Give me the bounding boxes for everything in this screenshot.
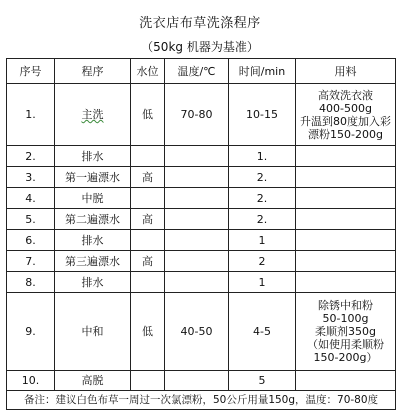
row-time: 2. — [229, 209, 296, 230]
row-materials — [296, 272, 396, 293]
material-line: 400-500g — [319, 101, 372, 115]
header-time: 时间/min — [229, 59, 296, 84]
washing-procedure-table — [6, 58, 396, 410]
row-temperature — [165, 209, 229, 230]
row-procedure: 第三遍漂水 — [55, 251, 131, 272]
row-water-level: 高 — [131, 167, 165, 188]
row-materials — [296, 146, 396, 167]
row-number: 5. — [7, 209, 55, 230]
material-line: 除锈中和粉 — [318, 299, 373, 312]
document-title: 洗衣店布草洗涤程序 — [139, 16, 261, 31]
table-header-row — [7, 59, 396, 84]
row-materials — [296, 230, 396, 251]
row-number: 7. — [7, 251, 55, 272]
row-water-level — [131, 371, 165, 391]
row-procedure: 排水 — [55, 272, 131, 293]
row-materials — [296, 209, 396, 230]
table-row — [7, 188, 396, 209]
table-row — [7, 293, 396, 371]
header-procedure: 程序 — [55, 59, 131, 84]
row-temperature — [165, 167, 229, 188]
row-water-level: 低 — [131, 84, 165, 146]
row-materials — [296, 84, 396, 146]
row-number: 4. — [7, 188, 55, 209]
row-water-level: 高 — [131, 251, 165, 272]
row-number: 9. — [7, 293, 55, 371]
table-row — [7, 230, 396, 251]
material-line: 柔顺剂350g — [315, 325, 376, 338]
row-materials — [296, 293, 396, 371]
row-materials — [296, 167, 396, 188]
row-procedure: 排水 — [55, 230, 131, 251]
row-time: 10-15 — [229, 84, 296, 146]
table-row — [7, 167, 396, 188]
row-time: 5 — [229, 371, 296, 391]
row-materials — [296, 371, 396, 391]
row-water-level — [131, 230, 165, 251]
header-no: 序号 — [7, 59, 55, 84]
note-row — [7, 391, 396, 410]
row-temperature: 70-80 — [165, 84, 229, 146]
row-temperature — [165, 188, 229, 209]
row-water-level: 高 — [131, 209, 165, 230]
header-materials: 用料 — [296, 59, 396, 84]
row-procedure — [55, 84, 131, 146]
document-subtitle: （50kg 机器为基准） — [141, 40, 259, 54]
row-temperature — [165, 146, 229, 167]
table-row — [7, 251, 396, 272]
row-time: 2. — [229, 188, 296, 209]
material-line: （如使用柔顺粉 — [307, 338, 384, 351]
row-time: 4-5 — [229, 293, 296, 371]
material-line: 漂粉150-200g — [308, 127, 383, 141]
row-temperature — [165, 371, 229, 391]
row-procedure: 排水 — [55, 146, 131, 167]
row-temperature — [165, 272, 229, 293]
row-number: 6. — [7, 230, 55, 251]
row-materials — [296, 251, 396, 272]
row-temperature — [165, 251, 229, 272]
table-row — [7, 84, 396, 146]
procedure-text: 主洗 — [81, 108, 104, 121]
row-number: 3. — [7, 167, 55, 188]
row-procedure: 第一遍漂水 — [55, 167, 131, 188]
row-materials — [296, 188, 396, 209]
row-time: 1 — [229, 272, 296, 293]
row-number: 1. — [7, 84, 55, 146]
table-note: 备注：建议白色布草一周过一次氯漂粉，50公斤用量150g，温度：70-80度 — [7, 391, 396, 410]
material-line: 升温到80度加入彩 — [300, 114, 391, 128]
row-procedure: 中和 — [55, 293, 131, 371]
row-procedure: 高脱 — [55, 371, 131, 391]
row-number: 8. — [7, 272, 55, 293]
row-time: 1 — [229, 230, 296, 251]
row-temperature — [165, 230, 229, 251]
row-water-level: 低 — [131, 293, 165, 371]
row-number: 10. — [7, 371, 55, 391]
table-row — [7, 272, 396, 293]
row-time: 1. — [229, 146, 296, 167]
table-row — [7, 146, 396, 167]
material-line: 高效洗衣液 — [318, 88, 373, 102]
row-procedure: 第二遍漂水 — [55, 209, 131, 230]
material-line: 50-100g — [322, 312, 369, 325]
header-water-level: 水位 — [131, 59, 165, 84]
row-water-level — [131, 188, 165, 209]
material-line: 150-200g） — [313, 351, 378, 364]
row-time: 2. — [229, 167, 296, 188]
table-row — [7, 371, 396, 391]
table-row — [7, 209, 396, 230]
row-procedure: 中脱 — [55, 188, 131, 209]
row-water-level — [131, 272, 165, 293]
row-water-level — [131, 146, 165, 167]
row-number: 2. — [7, 146, 55, 167]
header-temperature: 温度/℃ — [165, 59, 229, 84]
row-temperature: 40-50 — [165, 293, 229, 371]
row-time: 2 — [229, 251, 296, 272]
